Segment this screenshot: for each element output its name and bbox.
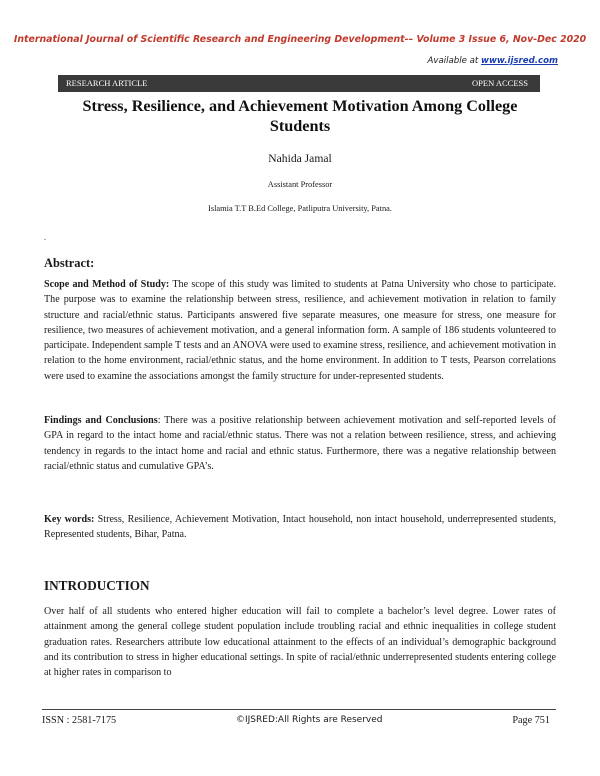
open-access-label: OPEN ACCESS <box>472 78 528 88</box>
abstract-findings-paragraph <box>44 413 556 474</box>
journal-website-link[interactable]: www.ijsred.com <box>481 56 558 66</box>
scope-label: Scope and Method of Study: <box>44 279 170 290</box>
article-type-bar <box>58 75 540 92</box>
keywords-label: Key words: <box>44 514 95 525</box>
stray-dot: . <box>44 233 46 242</box>
scope-text: The scope of this study was limited to students at Patna University who chose to participate. The purpose was to examine the relationship between stress, resilience, and achievement motivation in relation to family structure and racial/ethnic status. Participants answered five separate measures, one measure for stress, one measure for resilience, two measures of achievement motivation, and a general information form. A sample of 186 students volunteered to participate. Independent sample T tests and an ANOVA were used to examine stress, resilience, and achievement motivation in relation to the home environment, racial/ethnic status, and the home environment. In addition to T tests, Pearson correlations were used to examine the associations amongst the family structure for under-represented students. <box>44 279 557 382</box>
availability-line <box>428 56 559 66</box>
available-prefix: Available at <box>427 56 479 66</box>
footer-page-number: Page 751 <box>512 715 550 726</box>
abstract-heading: Abstract: <box>44 256 95 270</box>
findings-label: Findings and Conclusions <box>44 415 158 426</box>
author-position: Assistant Professor <box>267 180 333 189</box>
findings-text: : There was a positive relationship between achievement motivation and self-reported levels of GPA in regard to the intact home and racial/ethnic status. There was not a relation between resilience, stress, and achieving tendency in regards to the intact home and racial and ethnic status. Furthermore, there was a negative relationship between racial/ethnic status and cumulative GPA’s. <box>44 415 556 472</box>
author-name: Nahida Jamal <box>268 152 332 165</box>
abstract-scope-paragraph <box>44 277 556 384</box>
keywords-paragraph <box>44 512 556 543</box>
footer-divider <box>42 709 556 710</box>
author-institution: Islamia T.T B.Ed College, Patliputra University, Patna. <box>208 204 392 213</box>
footer-issn: ISSN : 2581-7175 <box>42 715 117 726</box>
introduction-paragraph: Over half of all students who entered higher education will fail to complete a bachelor’s level degree. Lower rates of attainment among the general college student population include troubling racial and ethnic inequalities in college student graduation rates. Researchers attribute low educational attainment to the effects of an individual’s demographic background and its contribution to stress in higher educational settings. In spite of racial/ethnic underrepresented students entering college at higher rates in comparison to <box>44 606 556 679</box>
introduction-heading: INTRODUCTION <box>44 578 150 593</box>
journal-header: International Journal of Scientific Research and Engineering Development-– Volume 3 Issue 6, Nov-Dec 2020 <box>13 34 587 45</box>
footer-rights: ©IJSRED:All Rights are Reserved <box>236 715 383 725</box>
research-article-label: RESEARCH ARTICLE <box>66 78 148 88</box>
paper-title: Stress, Resilience, and Achievement Motivation Among College Students <box>82 97 518 135</box>
keywords-text: Stress, Resilience, Achievement Motivation, Intact household, non intact household, underrepresented students, Represented students, Bihar, Patna. <box>44 514 557 541</box>
